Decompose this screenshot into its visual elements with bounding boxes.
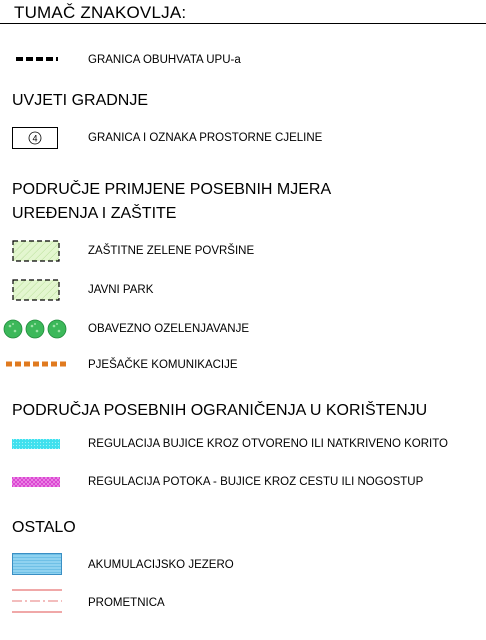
label-prometnica: PROMETNICA <box>88 597 165 609</box>
spatial-unit-number: 4 <box>32 133 38 144</box>
stream-channel-icon <box>12 438 60 450</box>
label-regulacija-korito: REGULACIJA BUJICE KROZ OTVORENO ILI NATKRIVENO KORITO <box>88 438 448 450</box>
reservoir-icon <box>12 553 62 575</box>
section-uvjeti-gradnje: UVJETI GRADNJE <box>12 92 149 109</box>
section-ogranicenja: PODRUČJA POSEBNIH OGRANIČENJA U KORIŠTENJU <box>12 402 428 419</box>
boundary-dashed-icon <box>16 56 58 62</box>
spatial-unit-box-icon <box>12 127 58 149</box>
section-mjere-line2: UREĐENJA I ZAŠTITE <box>12 205 177 222</box>
label-pjesacke: PJEŠAČKE KOMUNIKACIJE <box>88 359 238 371</box>
label-regulacija-cesta: REGULACIJA POTOKA - BUJICE KROZ CESTU ILI NOGOSTUP <box>88 476 424 488</box>
label-zastitne-zelene: ZAŠTITNE ZELENE POVRŠINE <box>88 245 255 257</box>
label-granica-cjeline: GRANICA I OZNAKA PROSTORNE CJELINE <box>88 132 323 144</box>
legend-title: TUMAČ ZNAKOVLJA: <box>14 3 187 22</box>
section-mjere-line1: PODRUČJE PRIMJENE POSEBNIH MJERA <box>12 181 332 198</box>
label-akumulacijsko: AKUMULACIJSKO JEZERO <box>88 559 234 571</box>
public-park-icon <box>12 279 60 301</box>
label-javni-park: JAVNI PARK <box>88 284 154 296</box>
label-granica-upu: GRANICA OBUHVATA UPU-a <box>88 54 241 66</box>
protective-green-icon <box>12 240 60 262</box>
road-icon <box>12 588 62 614</box>
label-ozelenjavanje: OBAVEZNO OZELENJAVANJE <box>88 323 250 335</box>
pedestrian-path-icon <box>6 360 66 368</box>
title-rule <box>0 23 486 24</box>
stream-road-icon <box>12 476 60 488</box>
tree-circles-icon <box>3 318 69 340</box>
section-ostalo: OSTALO <box>12 519 76 536</box>
